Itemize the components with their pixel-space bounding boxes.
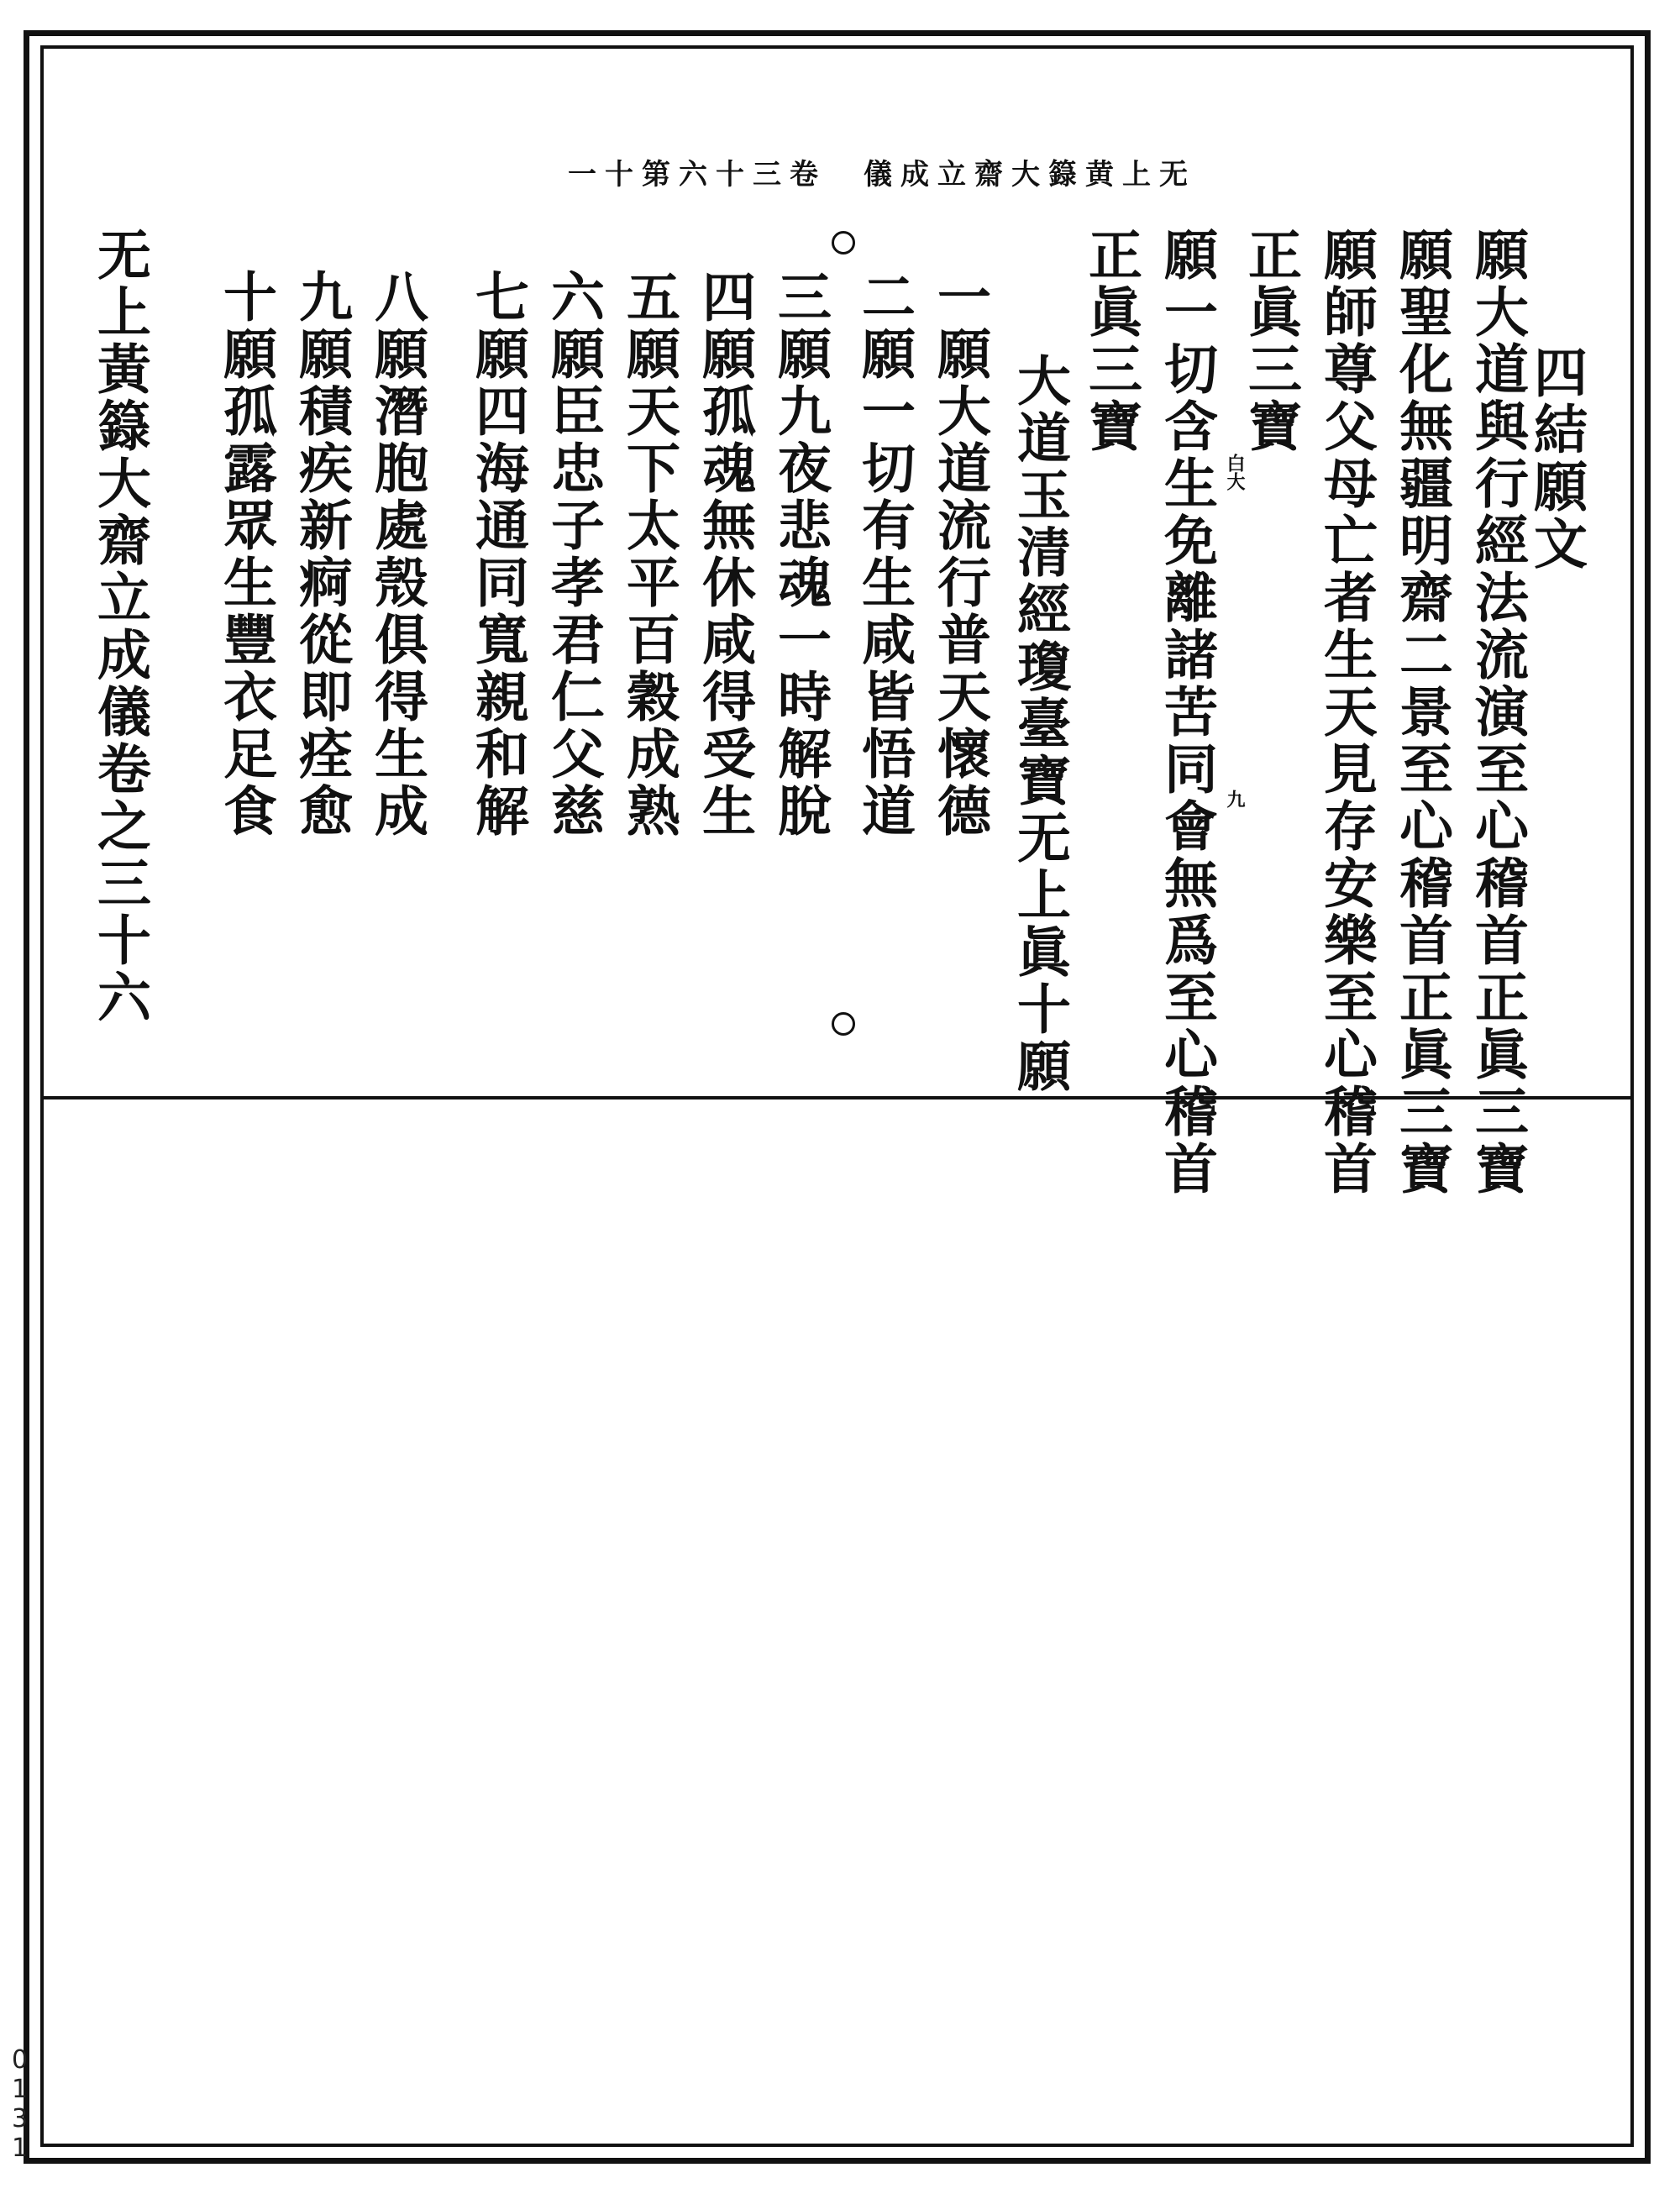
text-column-11: 三願九夜悲魂一時解脫 xyxy=(769,269,832,840)
text-column-6: 願一切含生免離諸苦同會無爲至心稽首 xyxy=(1155,227,1218,1198)
text-column-10: 二願一切有生咸皆悟道 xyxy=(853,269,916,840)
section-heading: 四結願文 xyxy=(1525,344,1588,573)
text-column-13: 五願天下太平百穀成熟 xyxy=(617,269,680,840)
text-column-2: 願大道與行經法流演至心稽首正眞三寶 xyxy=(1466,227,1529,1198)
interlinear-note: 白大 xyxy=(1224,454,1246,491)
text-column-15: 七願四海通同寬親和解 xyxy=(466,269,529,840)
text-column-5: 正眞三寶 xyxy=(1239,227,1302,455)
interlinear-note: 九 xyxy=(1224,790,1246,808)
volume-title-column: 无上黃籙大齋立成儀卷之三十六 xyxy=(88,227,151,1026)
text-column-18: 十願孤露眾生豐衣足食 xyxy=(214,269,277,840)
text-column-17: 九願積疾新痾從即痊愈 xyxy=(290,269,353,840)
text-column-16: 八願潛胞處殼俱得生成 xyxy=(365,269,428,840)
text-column-14: 六願臣忠子孝君仁父慈 xyxy=(542,269,605,840)
text-column-3: 願聖化無疆明齋二景至心稽首正眞三寶 xyxy=(1390,227,1453,1198)
text-column-9: 一願大道流行普天懷德 xyxy=(928,269,991,840)
text-column-7: 正眞三寶 xyxy=(1079,227,1142,455)
margin-page-number: 0131 xyxy=(5,2045,34,2163)
page-header: 无上黄籙大齋立成儀 卷三十六第十一 xyxy=(568,158,1196,192)
text-column-12: 四願孤魂無休咸得受生 xyxy=(693,269,756,840)
text-column-4: 願師尊父母亡者生天見存安樂至心稽首 xyxy=(1315,227,1378,1198)
punctuation-circle xyxy=(832,231,855,255)
text-column-8: 大道玉清經瓊臺寶无上眞十願 xyxy=(1008,353,1071,1095)
punctuation-circle xyxy=(832,1012,855,1036)
